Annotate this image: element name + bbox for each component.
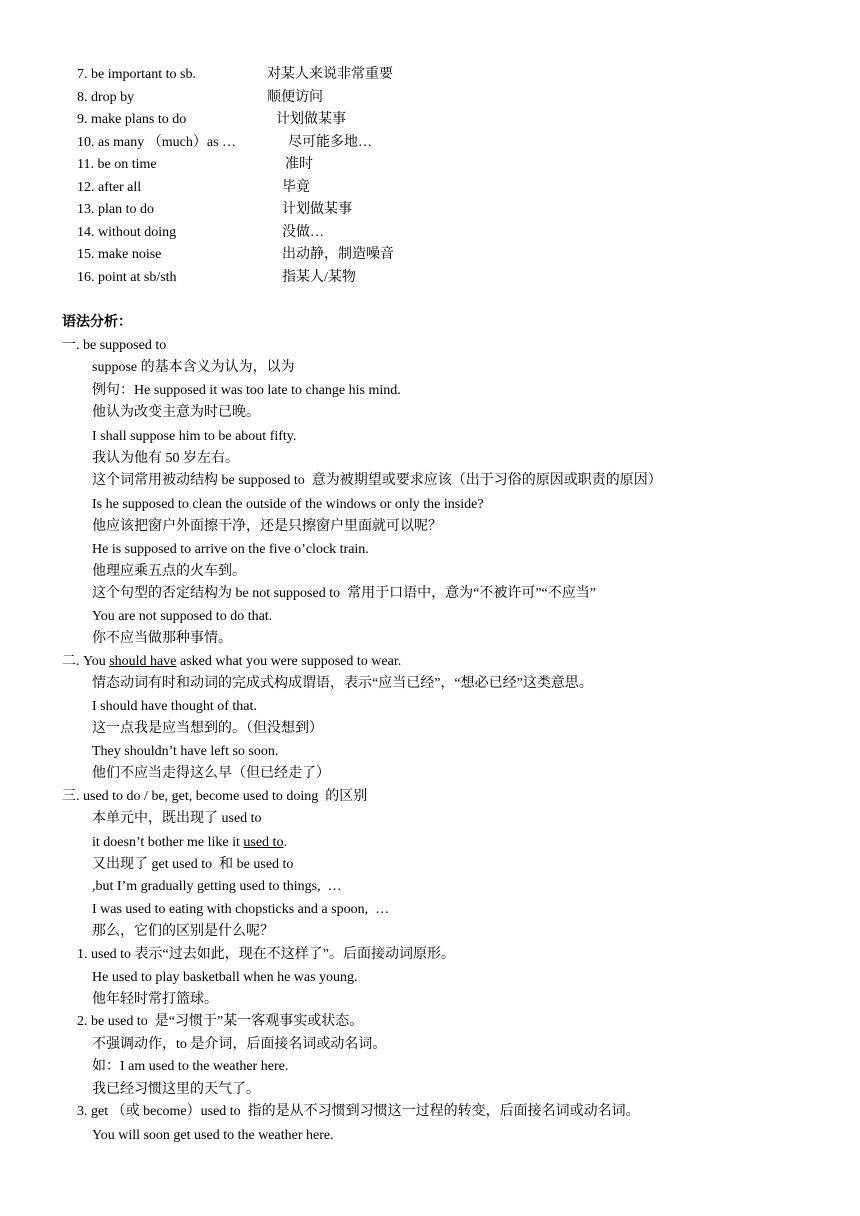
body-line: You are not supposed to do that. — [92, 609, 273, 624]
underlined-phrase: should have — [109, 654, 177, 669]
phrase-en: 13. plan to do — [77, 202, 154, 217]
body-line: I shall suppose him to be about fifty. — [92, 429, 297, 444]
body-line: He is supposed to arrive on the five o’clock train. — [92, 542, 369, 557]
body-line: 他应该把窗户外面擦干净，还是只擦窗户里面就可以呢？ — [92, 519, 442, 534]
body-line: I should have thought of that. — [92, 699, 257, 714]
body-line: 他理应乘五点的火车到。 — [92, 564, 246, 579]
body-line: 又出现了 get used to 和 be used to — [92, 857, 294, 872]
point-title: 2. be used to 是“习惯于”某一客观事实或状态。 — [77, 1014, 364, 1029]
body-line-post: . — [283, 835, 287, 850]
body-line: 他们不应当走得这么早（但已经走了） — [92, 766, 330, 781]
phrase-zh: 没做… — [282, 225, 324, 240]
phrase-en: 10. as many （much）as … — [77, 135, 237, 150]
phrase-en: 15. make noise — [77, 247, 162, 262]
point-title: 3. get （或 become）used to 指的是从不习惯到习惯这一过程的转变，后面接名词或动名词。 — [77, 1104, 640, 1119]
body-line: 那么，它们的区别是什么呢？ — [92, 924, 274, 939]
phrase-en: 8. drop by — [77, 90, 135, 105]
section-title — [62, 653, 401, 671]
body-line: 情态动词有时和动词的完成式构成谓语，表示“应当已经”，“想必已经”这类意思。 — [92, 676, 593, 691]
phrase-en: 16. point at sb/sth — [77, 270, 177, 285]
phrase-en: 9. make plans to do — [77, 112, 187, 127]
section-title: 一. be supposed to — [62, 338, 167, 353]
body-line: 他认为改变主意为时已晚。 — [92, 405, 260, 420]
phrase-en: 14. without doing — [77, 225, 177, 240]
section-title: 三. used to do / be, get, become used to doing 的区别 — [62, 789, 368, 804]
body-line: You will soon get used to the weather here. — [92, 1128, 334, 1143]
section-title-pre: 二. You — [62, 654, 110, 669]
section-title-post: asked what you were supposed to wear. — [176, 654, 402, 669]
phrase-en: 11. be on time — [77, 157, 157, 172]
body-line: 例句：He supposed it was too late to change his mind. — [92, 383, 401, 398]
body-line-pre: it doesn’t bother me like it — [92, 835, 244, 850]
phrase-zh: 计划做某事 — [276, 112, 346, 127]
body-line: 如：I am used to the weather here. — [92, 1059, 289, 1074]
body-line: 我认为他有 50 岁左右。 — [92, 451, 239, 466]
phrase-zh: 准时 — [285, 157, 313, 172]
body-line: He used to play basketball when he was young. — [92, 970, 358, 985]
phrase-en: 7. be important to sb. — [77, 67, 196, 82]
phrase-zh: 计划做某事 — [282, 202, 352, 217]
body-line: Is he supposed to clean the outside of the windows or only the inside? — [92, 497, 484, 512]
body-line: 这个句型的否定结构为 be not supposed to 常用于口语中，意为“不被许可”“不应当” — [92, 586, 596, 601]
body-line — [92, 834, 287, 852]
body-line: 我已经习惯这里的天气了。 — [92, 1082, 260, 1097]
body-line: 这一点我是应当想到的。（但没想到） — [92, 721, 323, 736]
body-line: 本单元中，既出现了 used to — [92, 811, 262, 826]
body-line: 你不应当做那种事情。 — [92, 631, 232, 646]
phrase-en: 12. after all — [77, 180, 142, 195]
phrase-zh: 对某人来说非常重要 — [267, 67, 393, 82]
body-line: 他年轻时常打篮球。 — [92, 992, 218, 1007]
point-title: 1. used to 表示“过去如此，现在不这样了”。后面接动词原形。 — [77, 947, 455, 962]
body-line: 这个词常用被动结构 be supposed to 意为被期望或要求应该（出于习俗的原因或职责的原因） — [92, 473, 662, 488]
phrase-zh: 尽可能多地… — [288, 135, 372, 150]
body-line: I was used to eating with chopsticks and a spoon, … — [92, 902, 390, 917]
body-line: ,but I’m gradually getting used to things, … — [92, 879, 342, 894]
underlined-phrase: used to — [243, 835, 284, 850]
body-line: 不强调动作，to 是介词，后面接名词或动名词。 — [92, 1037, 387, 1052]
phrase-zh: 指某人/某物 — [282, 270, 356, 285]
body-line: suppose 的基本含义为认为，以为 — [92, 360, 295, 375]
phrase-zh: 出动静，制造噪音 — [282, 247, 394, 262]
grammar-heading: 语法分析： — [62, 315, 132, 330]
body-line: They shouldn’t have left so soon. — [92, 744, 279, 759]
phrase-zh: 毕竟 — [282, 180, 310, 195]
phrase-zh: 顺便访问 — [267, 90, 323, 105]
